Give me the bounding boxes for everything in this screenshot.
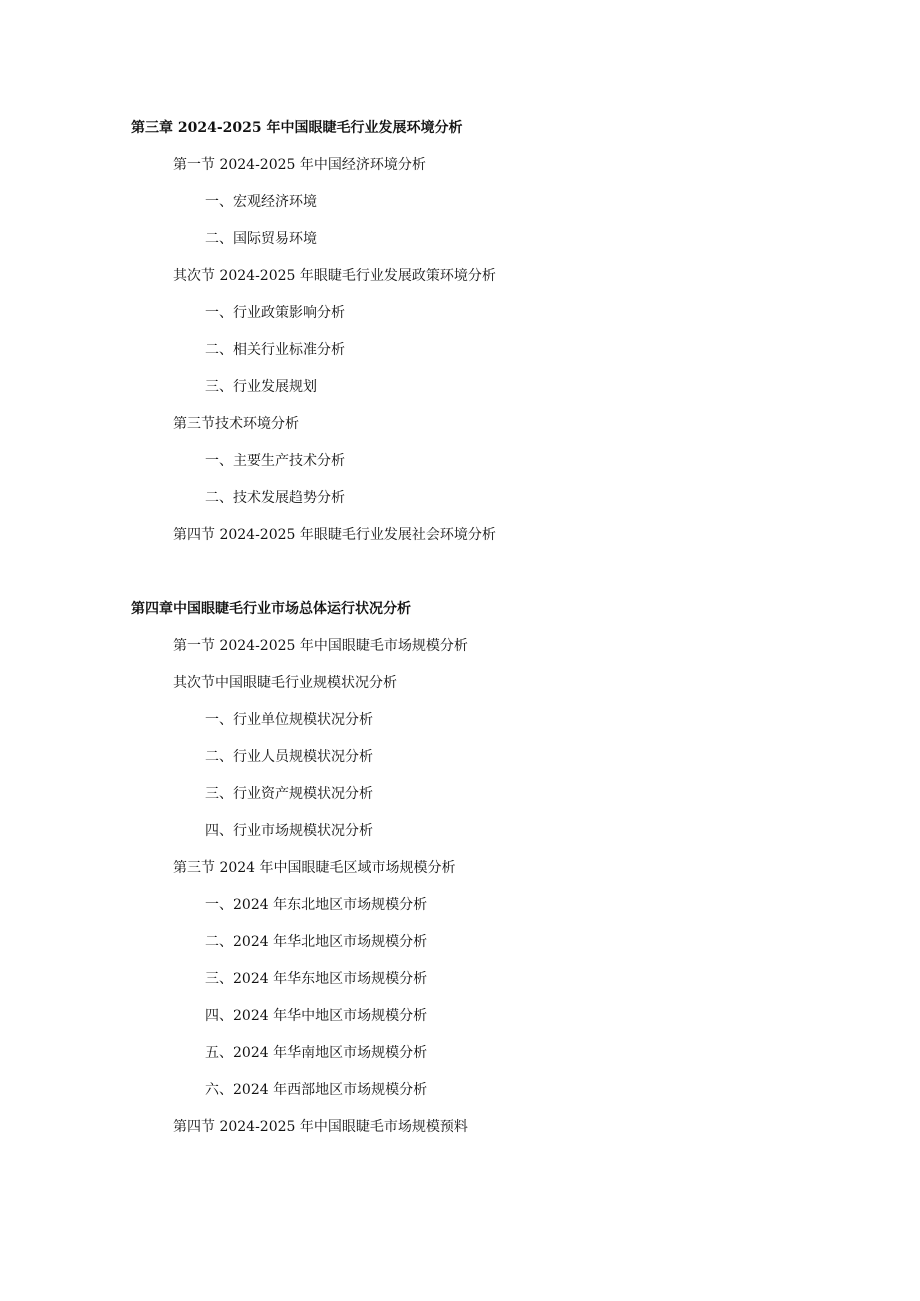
chapter-4-section-2-item-1: 一、行业单位规模状况分析	[205, 712, 373, 728]
chapter-3-section-2-item-3: 三、行业发展规划	[205, 379, 317, 395]
chapter-3-section-1-item-2: 二、国际贸易环境	[205, 231, 317, 247]
chapter-4-section-2-item-4: 四、行业市场规模状况分析	[205, 823, 373, 839]
chapter-4-heading: 第四章中国眼睫毛行业市场总体运行状况分析	[131, 601, 411, 617]
chapter-3-section-3-item-1: 一、主要生产技术分析	[205, 453, 345, 469]
chapter-3-section-2-item-1: 一、行业政策影响分析	[205, 305, 345, 321]
chapter-4-section-4: 第四节 2024-2025 年中国眼睫毛市场规模预料	[173, 1119, 468, 1135]
chapter-3-section-2-item-2: 二、相关行业标准分析	[205, 342, 345, 358]
chapter-3-section-1-item-1: 一、宏观经济环境	[205, 194, 317, 210]
chapter-4-section-3-item-3: 三、2024 年华东地区市场规模分析	[205, 971, 428, 987]
chapter-4-section-3-item-2: 二、2024 年华北地区市场规模分析	[205, 934, 428, 950]
chapter-4-section-3-item-5: 五、2024 年华南地区市场规模分析	[205, 1045, 428, 1061]
chapter-4-section-3-item-6: 六、2024 年西部地区市场规模分析	[205, 1082, 428, 1098]
chapter-4-section-1: 第一节 2024-2025 年中国眼睫毛市场规模分析	[173, 638, 468, 654]
chapter-4-section-2-item-3: 三、行业资产规模状况分析	[205, 786, 373, 802]
chapter-4-section-3: 第三节 2024 年中国眼睫毛区域市场规模分析	[173, 860, 456, 876]
chapter-3-section-2: 其次节 2024-2025 年眼睫毛行业发展政策环境分析	[173, 268, 496, 284]
chapter-3-section-1: 第一节 2024-2025 年中国经济环境分析	[173, 157, 426, 173]
chapter-3-section-3: 第三节技术环境分析	[173, 416, 299, 432]
chapter-3-section-3-item-2: 二、技术发展趋势分析	[205, 490, 345, 506]
chapter-4-section-2: 其次节中国眼睫毛行业规模状况分析	[173, 675, 397, 691]
chapter-3-heading: 第三章 2024-2025 年中国眼睫毛行业发展环境分析	[131, 120, 463, 136]
chapter-3-section-4: 第四节 2024-2025 年眼睫毛行业发展社会环境分析	[173, 527, 496, 543]
chapter-4-section-3-item-4: 四、2024 年华中地区市场规模分析	[205, 1008, 428, 1024]
chapter-4-section-3-item-1: 一、2024 年东北地区市场规模分析	[205, 897, 428, 913]
chapter-4-section-2-item-2: 二、行业人员规模状况分析	[205, 749, 373, 765]
